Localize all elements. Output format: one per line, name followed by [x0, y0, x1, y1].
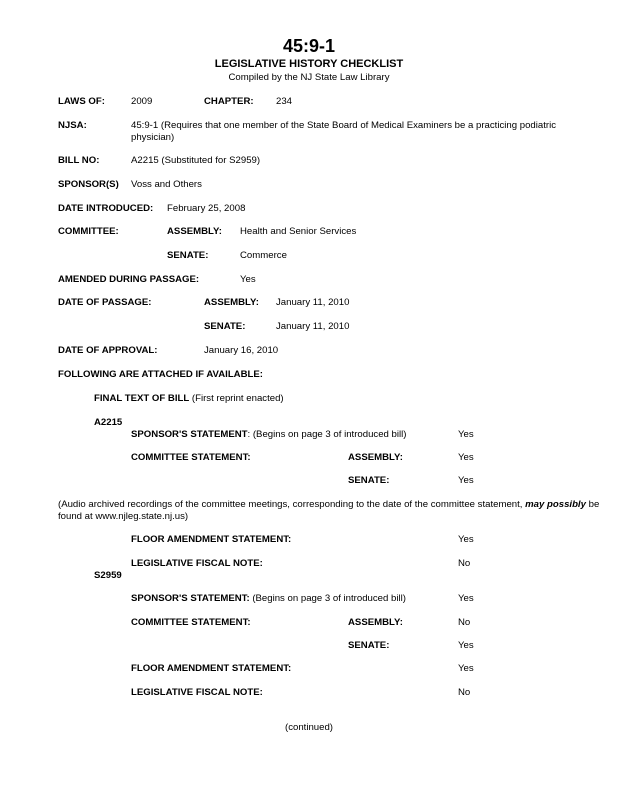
date-of-passage-label: DATE OF PASSAGE: [58, 297, 152, 308]
date-of-approval-value: January 16, 2010 [204, 345, 279, 356]
s2959-committee-label: COMMITTEE STATEMENT: [131, 617, 251, 628]
chapter-label: CHAPTER: [204, 96, 254, 107]
a2215-sponsor-line [131, 429, 406, 441]
audio-note [58, 499, 603, 523]
final-text-note: (First reprint enacted) [189, 393, 284, 404]
passage-senate-label: SENATE: [204, 321, 246, 332]
s2959-assembly-value: No [458, 617, 471, 628]
final-text-line [94, 393, 284, 405]
a2215-bill-label: A2215 [94, 417, 123, 428]
passage-assembly-value: January 11, 2010 [276, 297, 350, 308]
s2959-floor-label: FLOOR AMENDMENT STATEMENT: [131, 663, 292, 674]
bill-no-label: BILL NO: [58, 155, 100, 166]
committee-senate-label: SENATE: [167, 250, 209, 261]
a2215-sponsor-value: Yes [458, 429, 474, 440]
s2959-senate-value: Yes [458, 640, 474, 651]
s2959-sponsor-label: SPONSOR'S STATEMENT: [131, 593, 250, 604]
a2215-senate-label: SENATE: [348, 475, 390, 486]
s2959-floor-value: Yes [458, 663, 474, 674]
compiled-by: Compiled by the NJ State Law Library [228, 72, 390, 83]
s2959-sponsor-note: (Begins on page 3 of introduced bill) [249, 593, 406, 604]
s2959-bill-label: S2959 [94, 570, 122, 581]
date-of-approval-label: DATE OF APPROVAL: [58, 345, 158, 356]
sponsors-value: Voss and Others [131, 179, 202, 190]
audio-note-emphasis: may possibly [525, 499, 586, 510]
chapter-value: 234 [276, 96, 293, 107]
committee-label: COMMITTEE: [58, 226, 119, 237]
a2215-floor-value: Yes [458, 534, 474, 545]
laws-of-value: 2009 [131, 96, 153, 107]
a2215-sponsor-note: : (Begins on page 3 of introduced bill) [247, 429, 407, 440]
amended-value: Yes [240, 274, 256, 285]
a2215-floor-label: FLOOR AMENDMENT STATEMENT: [131, 534, 292, 545]
amended-label: AMENDED DURING PASSAGE: [58, 274, 200, 285]
attached-heading: FOLLOWING ARE ATTACHED IF AVAILABLE: [58, 369, 263, 380]
committee-assembly-label: ASSEMBLY: [167, 226, 222, 237]
committee-senate-value: Commerce [240, 250, 287, 261]
bill-no-value: A2215 (Substituted for S2959) [131, 155, 261, 166]
s2959-sponsor-line [131, 593, 406, 605]
passage-assembly-label: ASSEMBLY: [204, 297, 259, 308]
a2215-senate-value: Yes [458, 475, 474, 486]
a2215-fiscal-label: LEGISLATIVE FISCAL NOTE: [131, 558, 263, 569]
date-introduced-label: DATE INTRODUCED: [58, 203, 154, 214]
s2959-senate-label: SENATE: [348, 640, 390, 651]
document-subtitle: LEGISLATIVE HISTORY CHECKLIST [214, 58, 404, 70]
date-introduced-value: February 25, 2008 [167, 203, 246, 214]
a2215-sponsor-label: SPONSOR'S STATEMENT [131, 429, 248, 440]
final-text-label: FINAL TEXT OF BILL [94, 393, 190, 404]
a2215-committee-label: COMMITTEE STATEMENT: [131, 452, 251, 463]
a2215-assembly-value: Yes [458, 452, 474, 463]
page-title: 45:9-1 [282, 36, 336, 56]
s2959-sponsor-value: Yes [458, 593, 474, 604]
a2215-assembly-label: ASSEMBLY: [348, 452, 403, 463]
a2215-fiscal-value: No [458, 558, 471, 569]
s2959-fiscal-value: No [458, 687, 471, 698]
committee-assembly-value: Health and Senior Services [240, 226, 357, 237]
s2959-assembly-label: ASSEMBLY: [348, 617, 403, 628]
laws-of-label: LAWS OF: [58, 96, 105, 107]
audio-note-link-text: be found at www.njleg.state.nj.us) [58, 499, 600, 522]
njsa-value: 45:9-1 (Requires that one member of the State Board of Medical Examiners be a practicing podiatric physician) [131, 120, 557, 143]
audio-note-text: (Audio archived recordings of the committee meetings, corresponding to the date of the committee statement, [58, 499, 526, 510]
njsa-label: NJSA: [58, 120, 87, 131]
passage-senate-value: January 11, 2010 [276, 321, 350, 332]
s2959-fiscal-label: LEGISLATIVE FISCAL NOTE: [131, 687, 263, 698]
sponsors-label: SPONSOR(S) [58, 179, 119, 190]
continued-note: (continued) [285, 722, 333, 733]
